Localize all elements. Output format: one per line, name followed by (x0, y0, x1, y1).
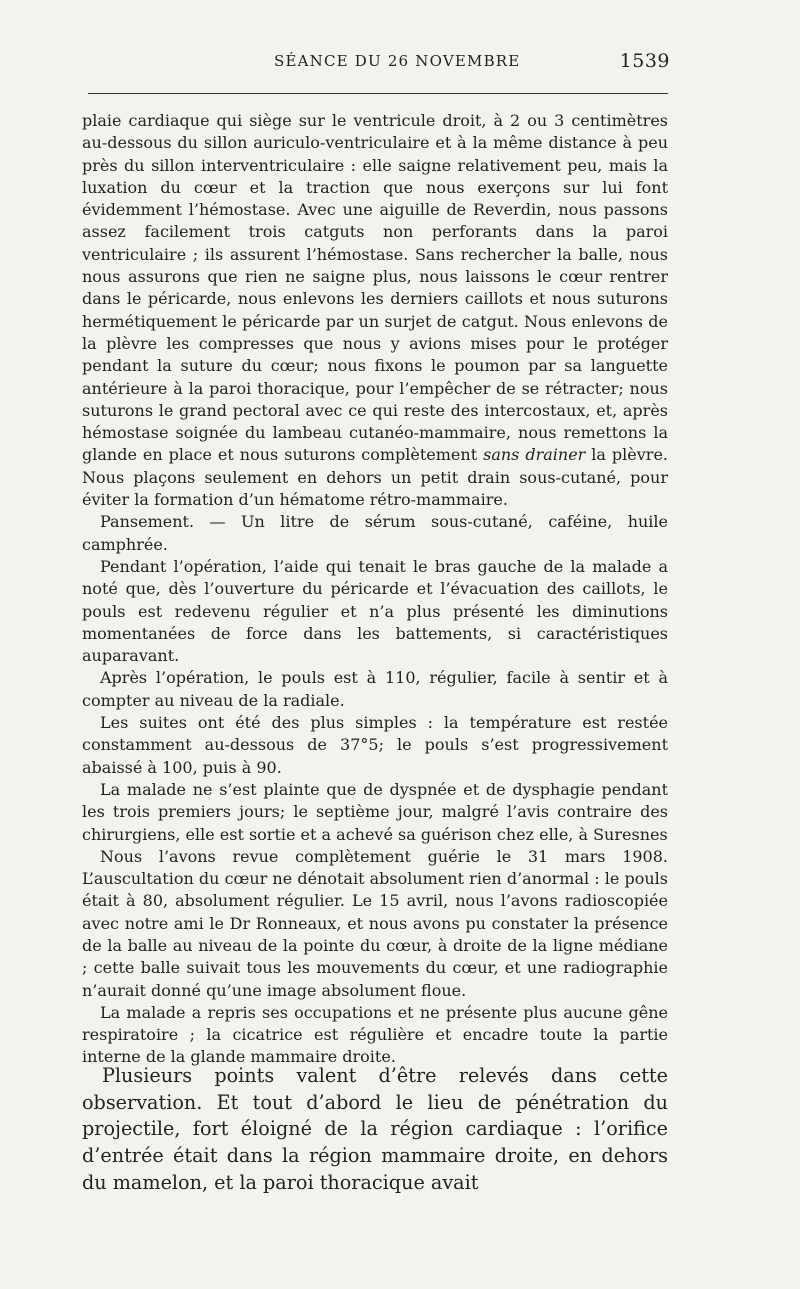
running-title: SÉANCE DU 26 NOVEMBRE (274, 52, 521, 70)
italic-text: sans drainer (483, 445, 586, 465)
text-run: la plèvre. Nous plaçons seulement en dehors un petit drain sous-cutané, pour éviter la formation d’un hématome rétro-mammaire. (82, 445, 669, 510)
running-head (84, 52, 670, 80)
paragraph (82, 110, 668, 511)
paragraph: Pansement. — Un litre de sérum sous-cutané, caféine, huile camphrée. (82, 512, 668, 554)
observation-text (82, 110, 668, 1069)
paragraph: Les suites ont été des plus simples : la température est restée constamment au-dessous de 37°5; le pouls s’est progressivement abaissé à 100, puis à 90. (82, 713, 668, 777)
paragraph: La malade a repris ses occupations et ne présente plus aucune gêne respiratoire ; la cicatrice est régulière et encadre toute la partie interne de la glande mammaire droite. (82, 1002, 668, 1067)
paragraph: Après l’opération, le pouls est à 110, régulier, facile à sentir et à compter au niveau de la radiale. (82, 668, 668, 710)
paragraph: Pendant l’opération, l’aide qui tenait le bras gauche de la malade a noté que, dès l’ouverture du péricarde et l’évacuation des caillots, le pouls est redevenu régulier et n’a plus présenté les diminutions momentanées de force dans les battements, si caractéristiques auparavant. (82, 556, 668, 666)
page-number: 1539 (619, 50, 670, 72)
paragraph: Plusieurs points valent d’être relevés dans cette observation. Et tout d’abord le lieu de pénétration du projectile, fort éloigné de la région cardiaque : l’orifice d’entrée était dans la région mammaire droite, en dehors du mamelon, et la paroi thoracique avait (82, 1064, 668, 1194)
commentary-text (82, 1063, 668, 1197)
header-rule (88, 93, 668, 94)
text-run: plaie cardiaque qui siège sur le ventricule droit, à 2 ou 3 centimètres au-dessous du sillon auriculo-ventriculaire et à la même distance à peu près du sillon interventriculaire : elle saigne relativement peu, mais la luxation du cœur et la traction que nous exerçons sur lui font évidemment l’hémostase. Avec une aiguille de Reverdin, nous passons assez facilement trois catguts non perforants dans la paroi ventriculaire ; ils assurent l’hémostase. Sans rechercher la balle, nous nous assurons que rien ne saigne plus, nous laissons le cœur rentrer dans le péricarde, nous enlevons les derniers caillots et nous suturons hermétiquement le péricarde par un surjet de catgut. Nous enlevons de la plèvre les compresses que nous y avions mises pour le protéger pendant la suture du cœur; nous fixons le poumon par sa languette antérieure à la paroi thoracique, pour l’empêcher de se rétracter; nous suturons le grand pectoral avec ce qui reste des intercostaux, et, après hémostase soignée du lambeau cutanéo-mammaire, nous remettons la glande en place et nous suturons complètement (82, 111, 668, 465)
paragraph: La malade ne s’est plainte que de dyspnée et de dysphagie pendant les trois premiers jours; le septième jour, malgré l’avis contraire des chirurgiens, elle est sortie et a achevé sa guérison chez elle, à Suresnes (82, 779, 668, 844)
paragraph: Nous l’avons revue complètement guérie le 31 mars 1908. L’auscultation du cœur ne dénotait absolument rien d’anormal : le pouls était à 80, absolument régulier. Le 15 avril, nous l’avons radioscopiée avec notre ami le Dr Ronneaux, et nous avons pu constater la présence de la balle au niveau de la pointe du cœur, à droite de la ligne médiane ; cette balle suivait tous les mouvements du cœur, et une radiographie n’aurait donné qu’une image absolument floue. (82, 846, 668, 1000)
